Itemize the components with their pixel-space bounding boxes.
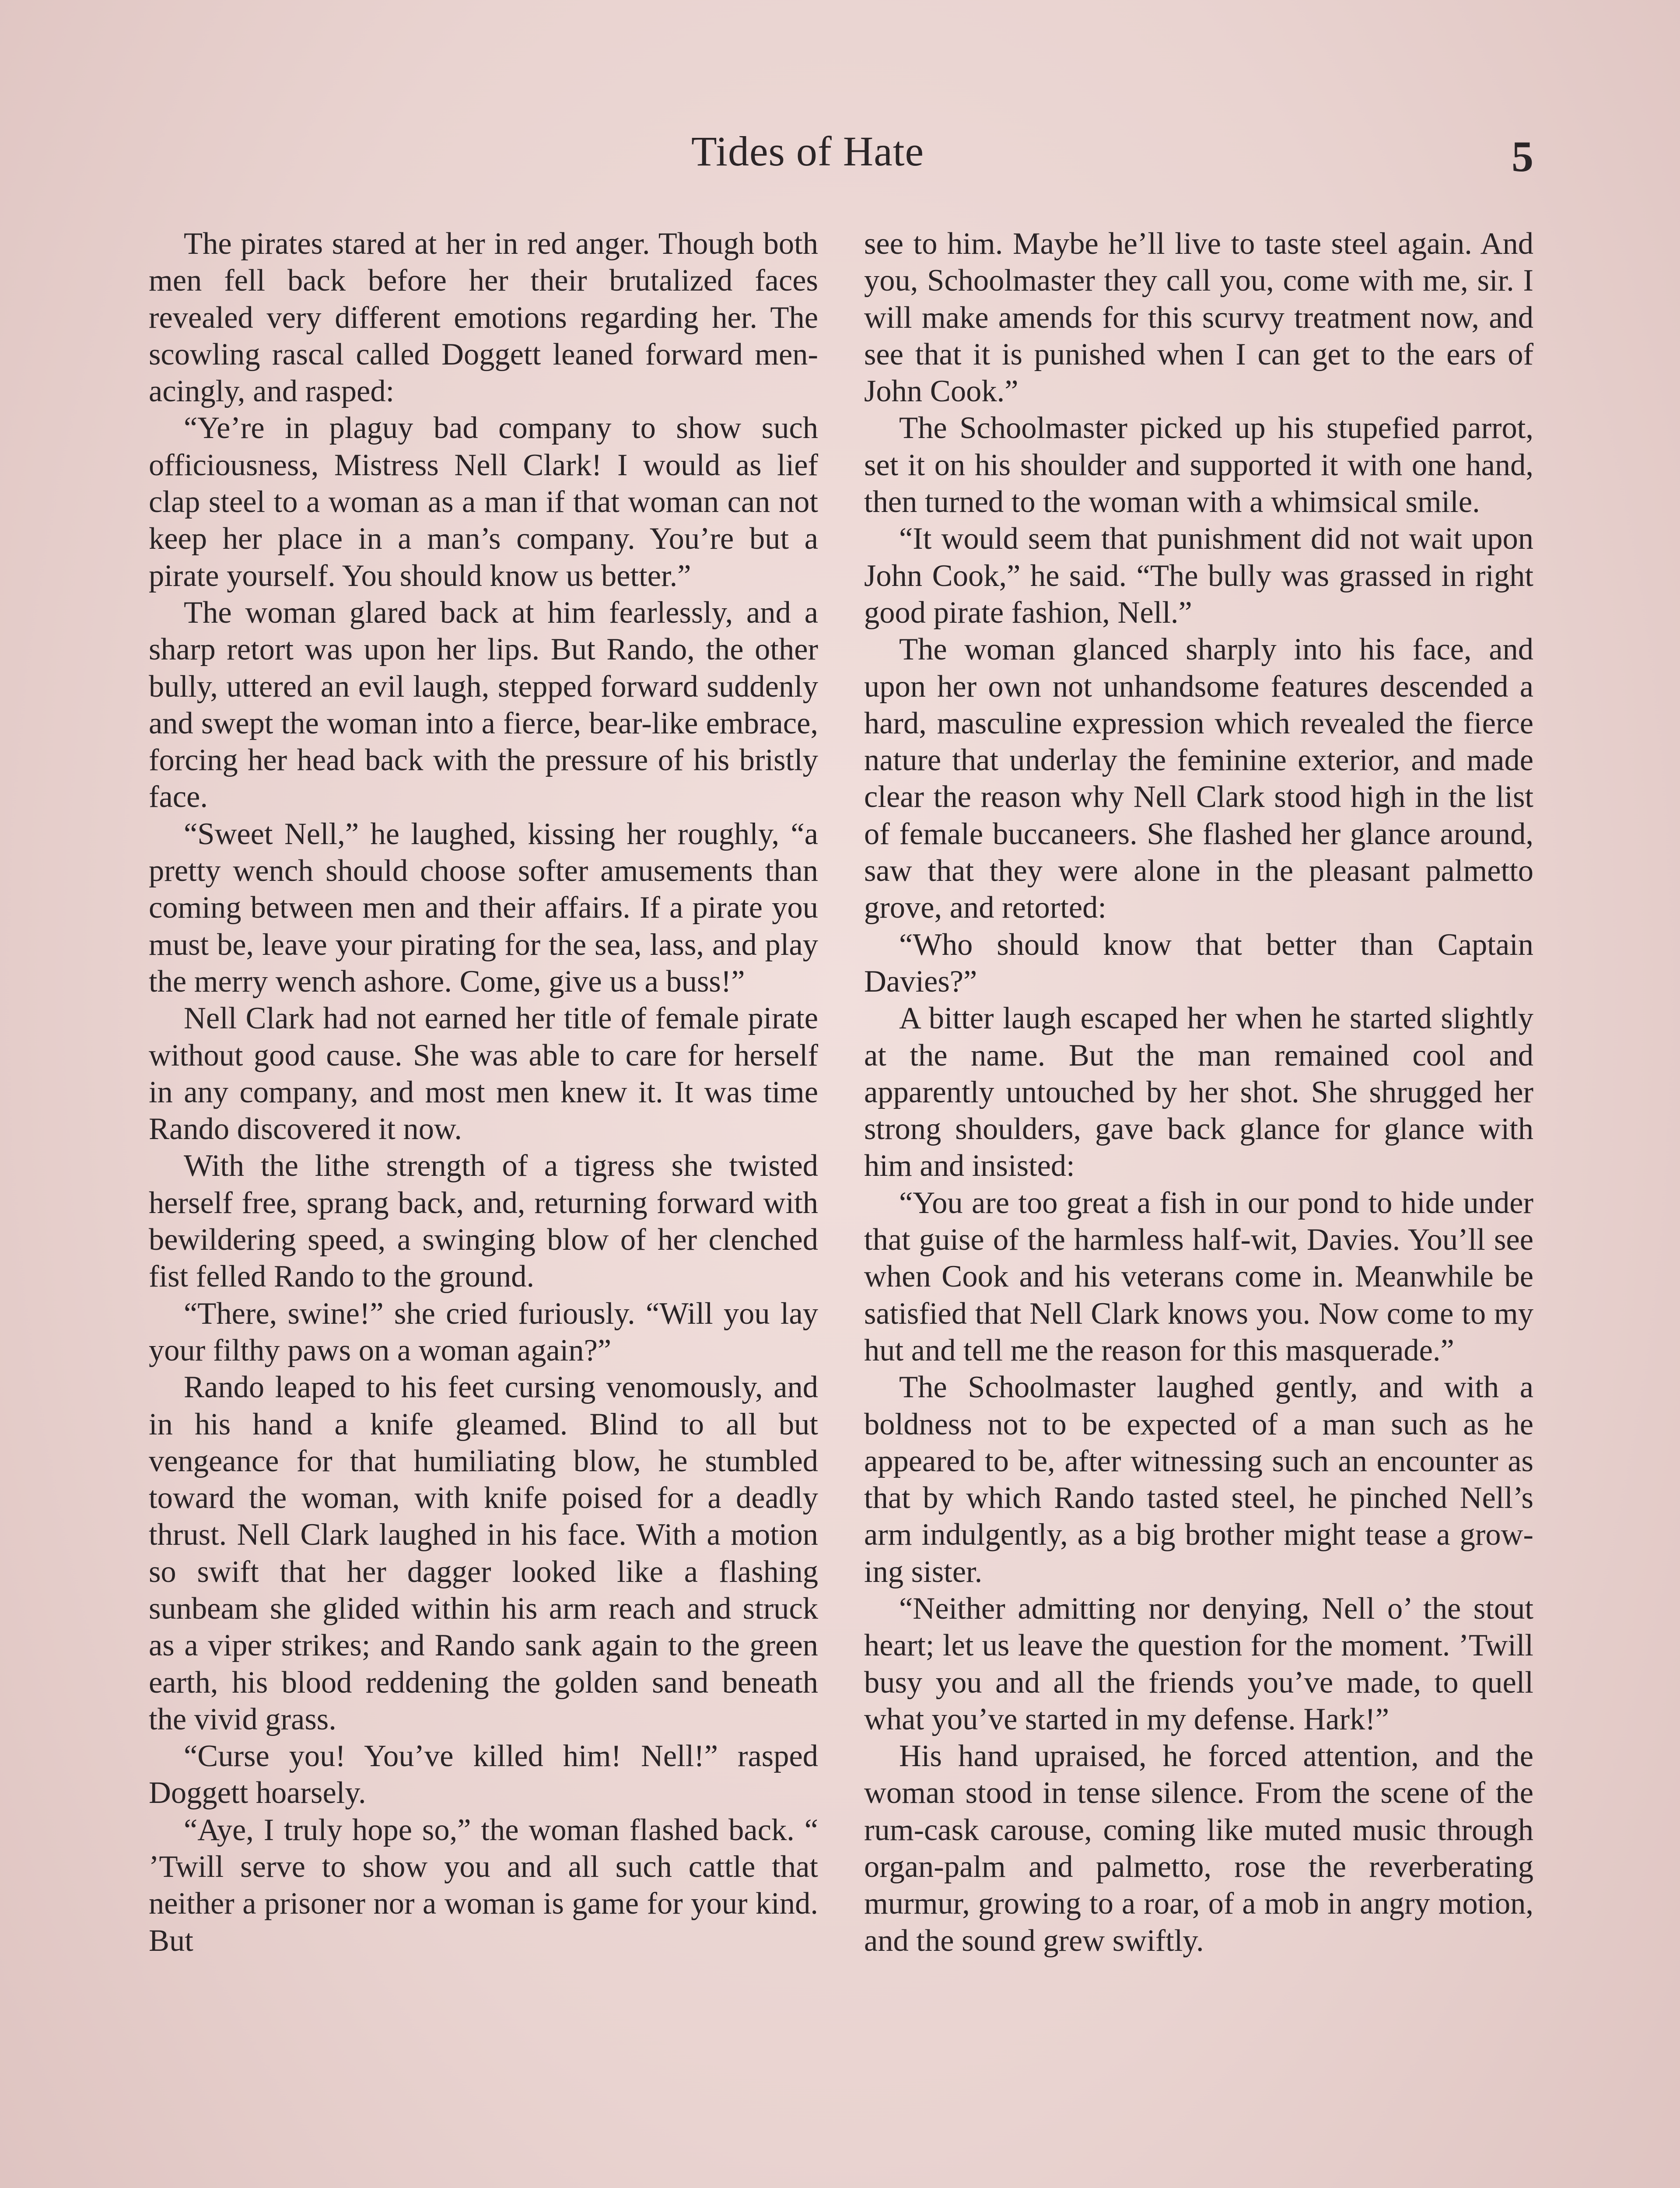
paragraph: “You are too great a fish in our pond to hide under that guise of the harmless half-wit, Davies. You’ll see when Cook and his veterans come in. Meanwhile be satisfied that Nell Clark knows you. Now come to my hut and tell me the reason for this masquerade.”	[864, 1185, 1533, 1368]
paragraph: see to him. Maybe he’ll live to taste steel again. And you, Schoolmaster they call you, come with me, sir. I will make amends for this scurvy treatment now, and see that it is punished when I can get to the ears of John Cook.”	[864, 227, 1533, 409]
paragraph: “There, swine!” she cried furiously. “Will you lay your filthy paws on a woman again?”	[149, 1296, 818, 1368]
paragraph: “It would seem that punishment did not wait upon John Cook,” he said. “The bully was grassed in right good pirate fashion, Nell.”	[864, 522, 1533, 630]
paragraph: Nell Clark had not earned her title of female pirate without good cause. She was able to care for herself in any company, and most men knew it. It was time Rando discovered it now.	[149, 1001, 818, 1147]
paragraph: The Schoolmaster picked up his stupefied parrot, set it on his shoulder and supported it with one hand, then turned to the woman with a whimsical smile.	[864, 411, 1533, 519]
paragraph: “Curse you! You’ve killed him! Nell!” rasped Doggett hoarsely.	[149, 1739, 818, 1810]
paragraph: “Who should know that better than Captain Davies?”	[864, 927, 1533, 999]
paragraph: The pirates stared at her in red anger. Though both men fell back before her their brutalized faces revealed very different emotions regarding her. The scowling rascal called Doggett leaned forward menacingly, and rasped:	[149, 227, 818, 409]
paragraph: “Neither admitting nor denying, Nell o’ the stout heart; let us leave the question for the moment. ’Twill busy you and all the friends you’ve made, to quell what you’ve started in my defense. Hark!”	[864, 1591, 1533, 1736]
paragraph: The Schoolmaster laughed gently, and with a boldness not to be expected of a man such as he appeared to be, after witnessing such an encounter as that by which Rando tasted steel, he pinched Nell’s arm indulgently, as a big brother might tease a growing sister.	[864, 1370, 1533, 1589]
paragraph: Rando leaped to his feet cursing venomously, and in his hand a knife gleamed. Blind to all but vengeance for that humiliating blow, he stumbled toward the woman, with knife poised for a deadly thrust. Nell Clark laughed in his face. With a motion so swift that her dagger looked like a flashing sunbeam she glided within his arm reach and struck as a viper strikes; and Rando sank again to the green earth, his blood reddening the golden sand beneath the vivid grass.	[149, 1370, 818, 1736]
paragraph: “Aye, I truly hope so,” the woman flashed back. “ ’Twill serve to show you and all such cattle that neither a prisoner nor a woman is game for your kind. But	[149, 1813, 818, 1958]
paragraph: “Sweet Nell,” he laughed, kissing her roughly, “a pretty wench should choose softer amusements than coming between men and their affairs. If a pirate you must be, leave your pirating for the sea, lass, and play the merry wench ashore. Come, give us a buss!”	[149, 817, 818, 999]
paragraph: With the lithe strength of a tigress she twisted herself free, sprang back, and, returning forward with bewildering speed, a swinging blow of her clenched fist felled Rando to the ground.	[149, 1149, 818, 1294]
paragraph: His hand upraised, he forced attention, and the woman stood in tense silence. From the scene of the rum-cask carouse, coming like muted music through organ-palm and palmetto, rose the reverberating murmur, growing to a roar, of a mob in angry motion, and the sound grew swiftly.	[864, 1739, 1533, 1958]
running-title: Tides of Hate	[691, 128, 924, 175]
paragraph: The woman glared back at him fearlessly, and a sharp retort was upon her lips. But Rando, the other bully, uttered an evil laugh, stepped forward suddenly and swept the woman into a fierce, bear-like embrace, forcing her head back with the pressure of his bristly face.	[149, 595, 818, 814]
page-number: 5	[1512, 132, 1533, 181]
paragraph: A bitter laugh escaped her when he started slightly at the name. But the man remained cool and apparently untouched by her shot. She shrugged her strong shoulders, gave back glance for glance with him and insisted:	[864, 1001, 1533, 1183]
paragraph: The woman glanced sharply into his face, and upon her own not unhandsome features descended a hard, masculine expression which revealed the fierce nature that underlay the feminine exterior, and made clear the reason why Nell Clark stood high in the list of female buccaneers. She flashed her glance around, saw that they were alone in the pleasant palmetto grove, and retorted:	[864, 632, 1533, 925]
paragraph: “Ye’re in plaguy bad company to show such officiousness, Mistress Nell Clark! I would as lief clap steel to a woman as a man if that woman can not keep her place in a man’s company. You’re but a pirate yourself. You should know us better.”	[149, 411, 818, 593]
right-column	[864, 225, 1533, 1959]
left-column	[149, 225, 818, 1959]
